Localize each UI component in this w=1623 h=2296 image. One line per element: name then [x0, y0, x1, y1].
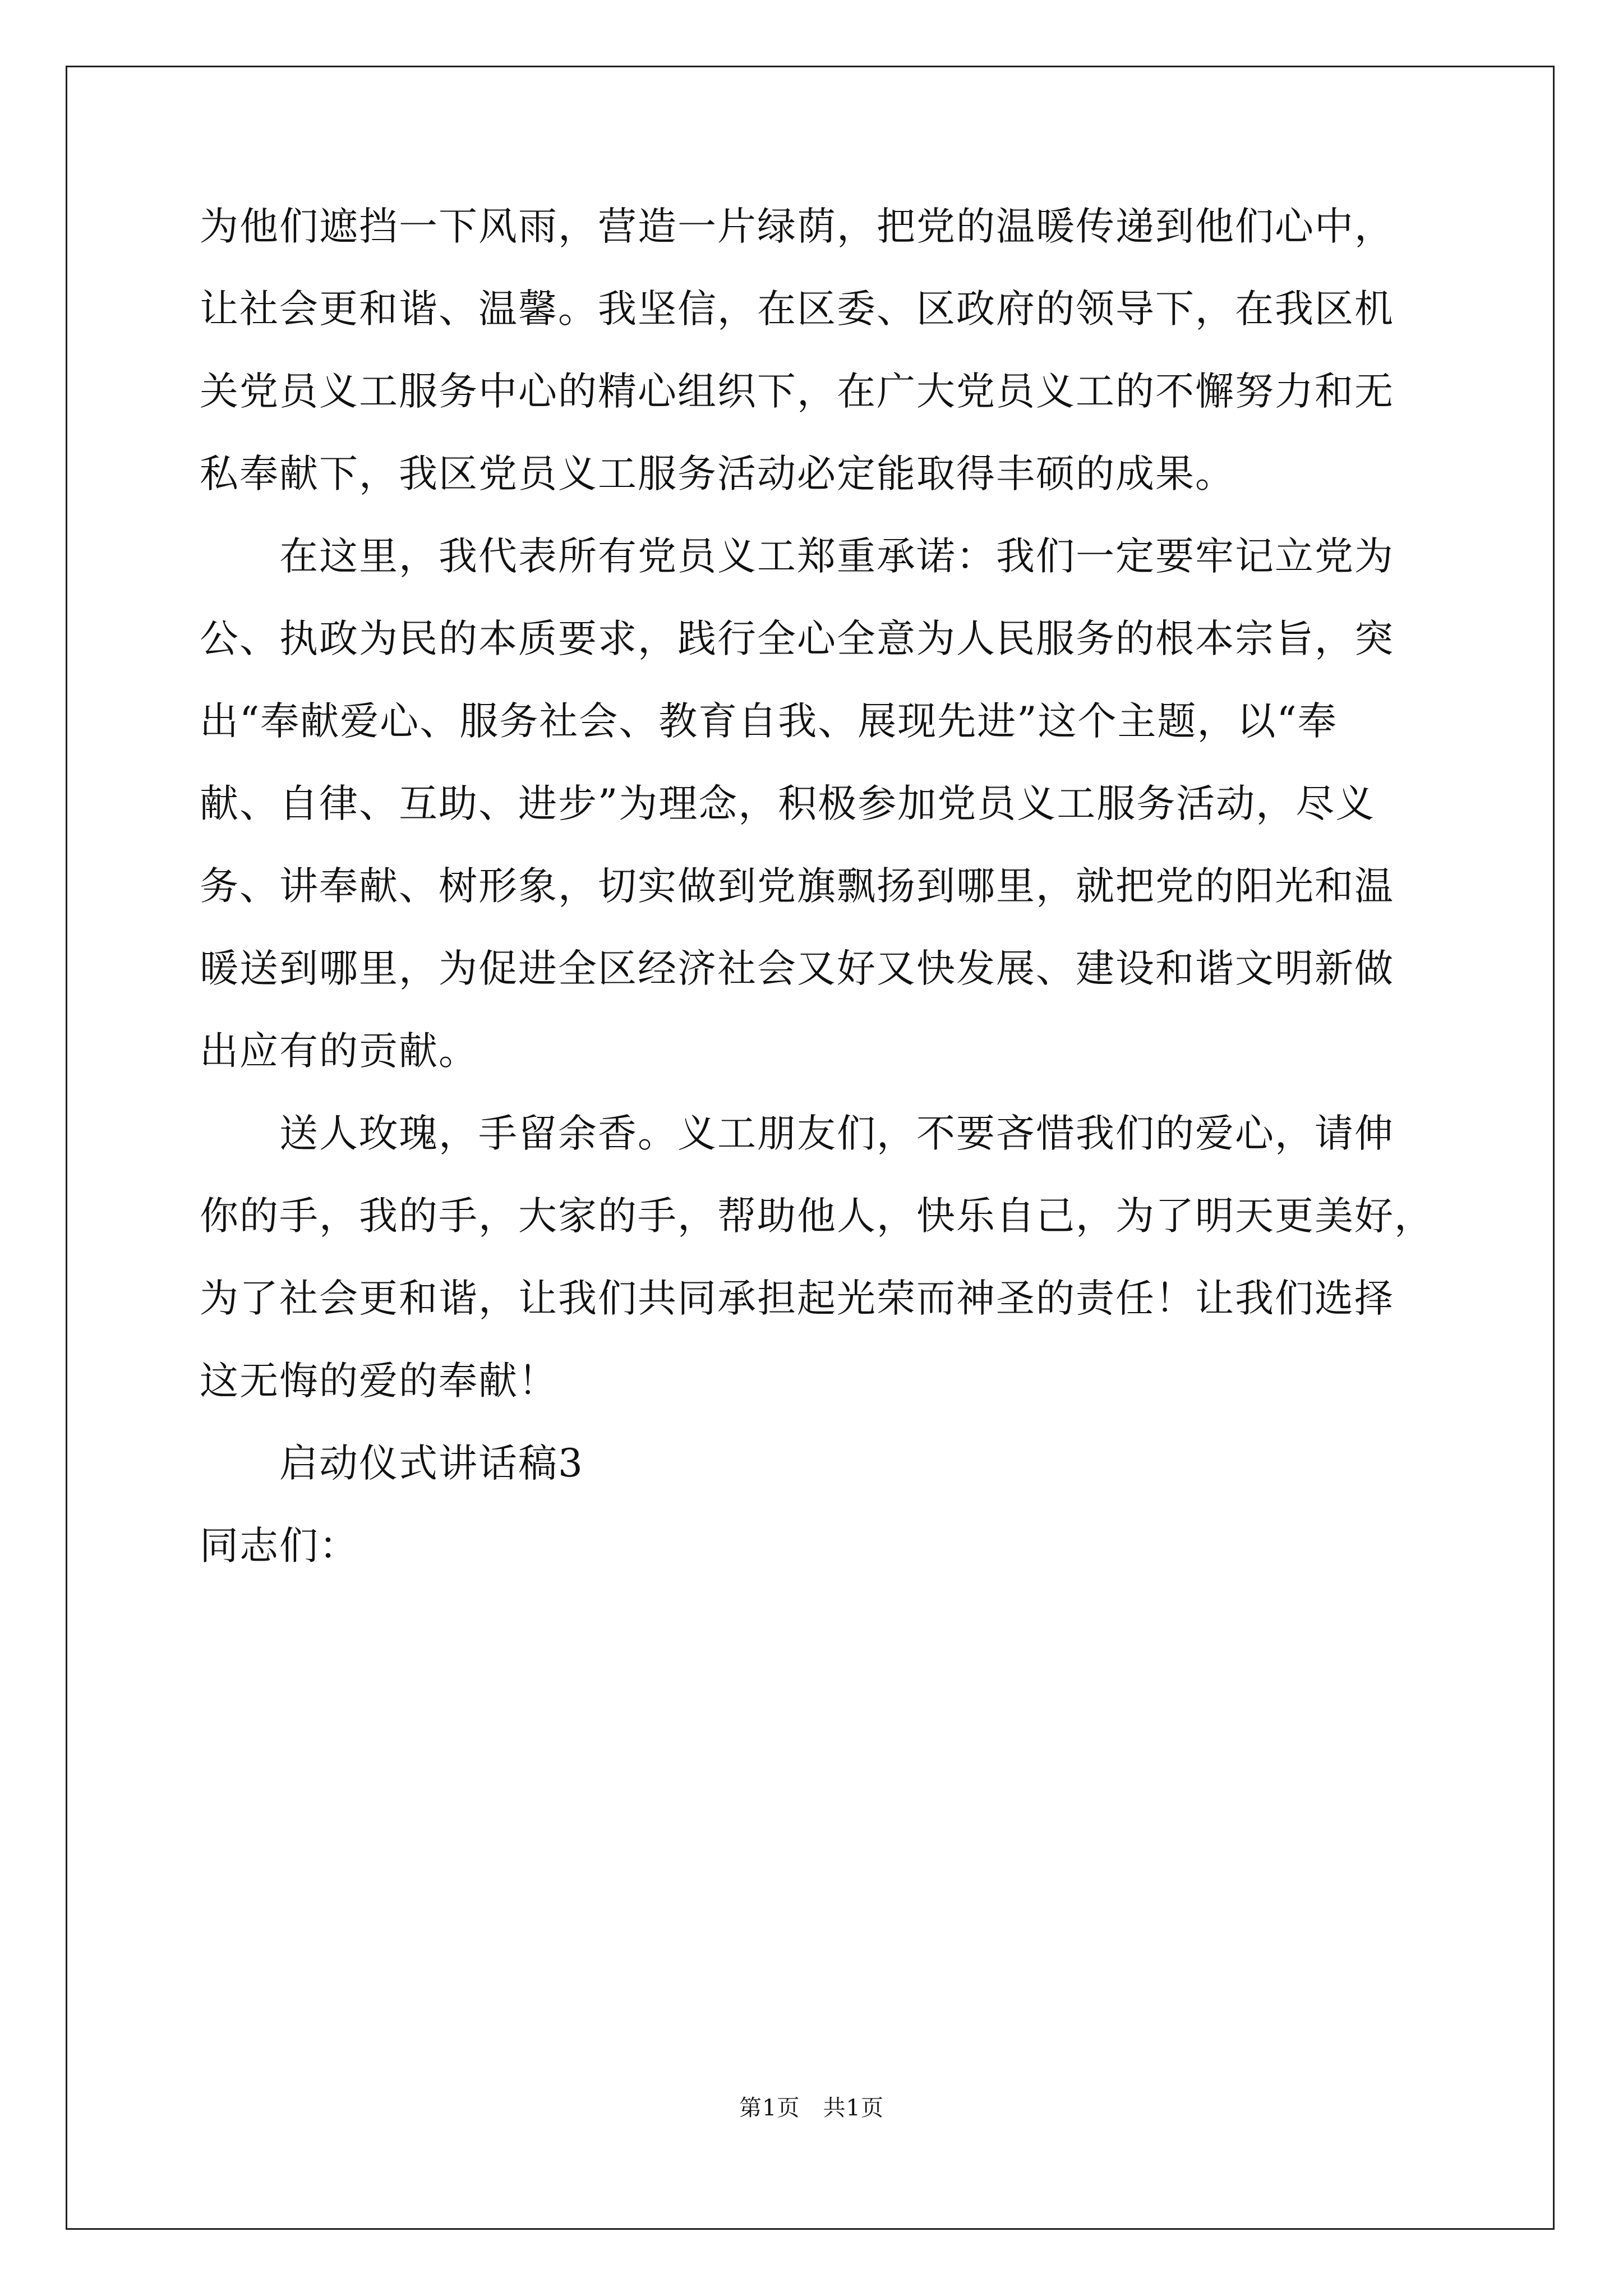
- text-line: 公、执政为民的本质要求，践行全心全意为人民服务的根本宗旨，突: [200, 616, 1394, 661]
- document-body: [200, 206, 1456, 1608]
- text-line: 为了社会更和谐，让我们共同承担起光荣而神圣的责任！让我们选择: [200, 1276, 1394, 1321]
- page-footer: [0, 2095, 1623, 2122]
- salutation-line: 同志们：: [200, 1524, 359, 1568]
- text-line: 关党员义工服务中心的精心组织下，在广大党员义工的不懈努力和无: [200, 369, 1394, 414]
- text-line: 务、讲奉献、树形象，切实做到党旗飘扬到哪里，就把党的阳光和温: [200, 864, 1394, 909]
- paragraph-start-line: 在这里，我代表所有党员义工郑重承诺：我们一定要牢记立党为: [279, 534, 1394, 579]
- text-line: 暖送到哪里，为促进全区经济社会又好又快发展、建设和谐文明新做: [200, 946, 1394, 991]
- text-line: 为他们遮挡一下风雨，营造一片绿荫，把党的温暖传递到他们心中，: [200, 204, 1394, 249]
- page-number-label: 第1页 共1页: [739, 2095, 884, 2121]
- text-line: 出“奉献爱心、服务社会、教育自我、展现先进”这个主题，以“奉: [200, 699, 1338, 744]
- text-line: 私奉献下，我区党员义工服务活动必定能取得丰硕的成果。: [200, 452, 1235, 496]
- text-line: 这无悔的爱的奉献！: [200, 1359, 558, 1404]
- text-line: 让社会更和谐、温馨。我坚信，在区委、区政府的领导下，在我区机: [200, 287, 1394, 332]
- text-line: 你的手，我的手，大家的手，帮助他人，快乐自己，为了明天更美好，: [200, 1194, 1434, 1239]
- section-heading: 启动仪式讲话稿3: [279, 1441, 584, 1486]
- text-line: 献、自律、互助、进步”为理念，积极参加党员义工服务活动，尽义: [200, 781, 1376, 826]
- paragraph-start-line: 送人玫瑰，手留余香。义工朋友们，不要吝惜我们的爱心，请伸: [279, 1111, 1394, 1156]
- text-line: 出应有的贡献。: [200, 1029, 478, 1074]
